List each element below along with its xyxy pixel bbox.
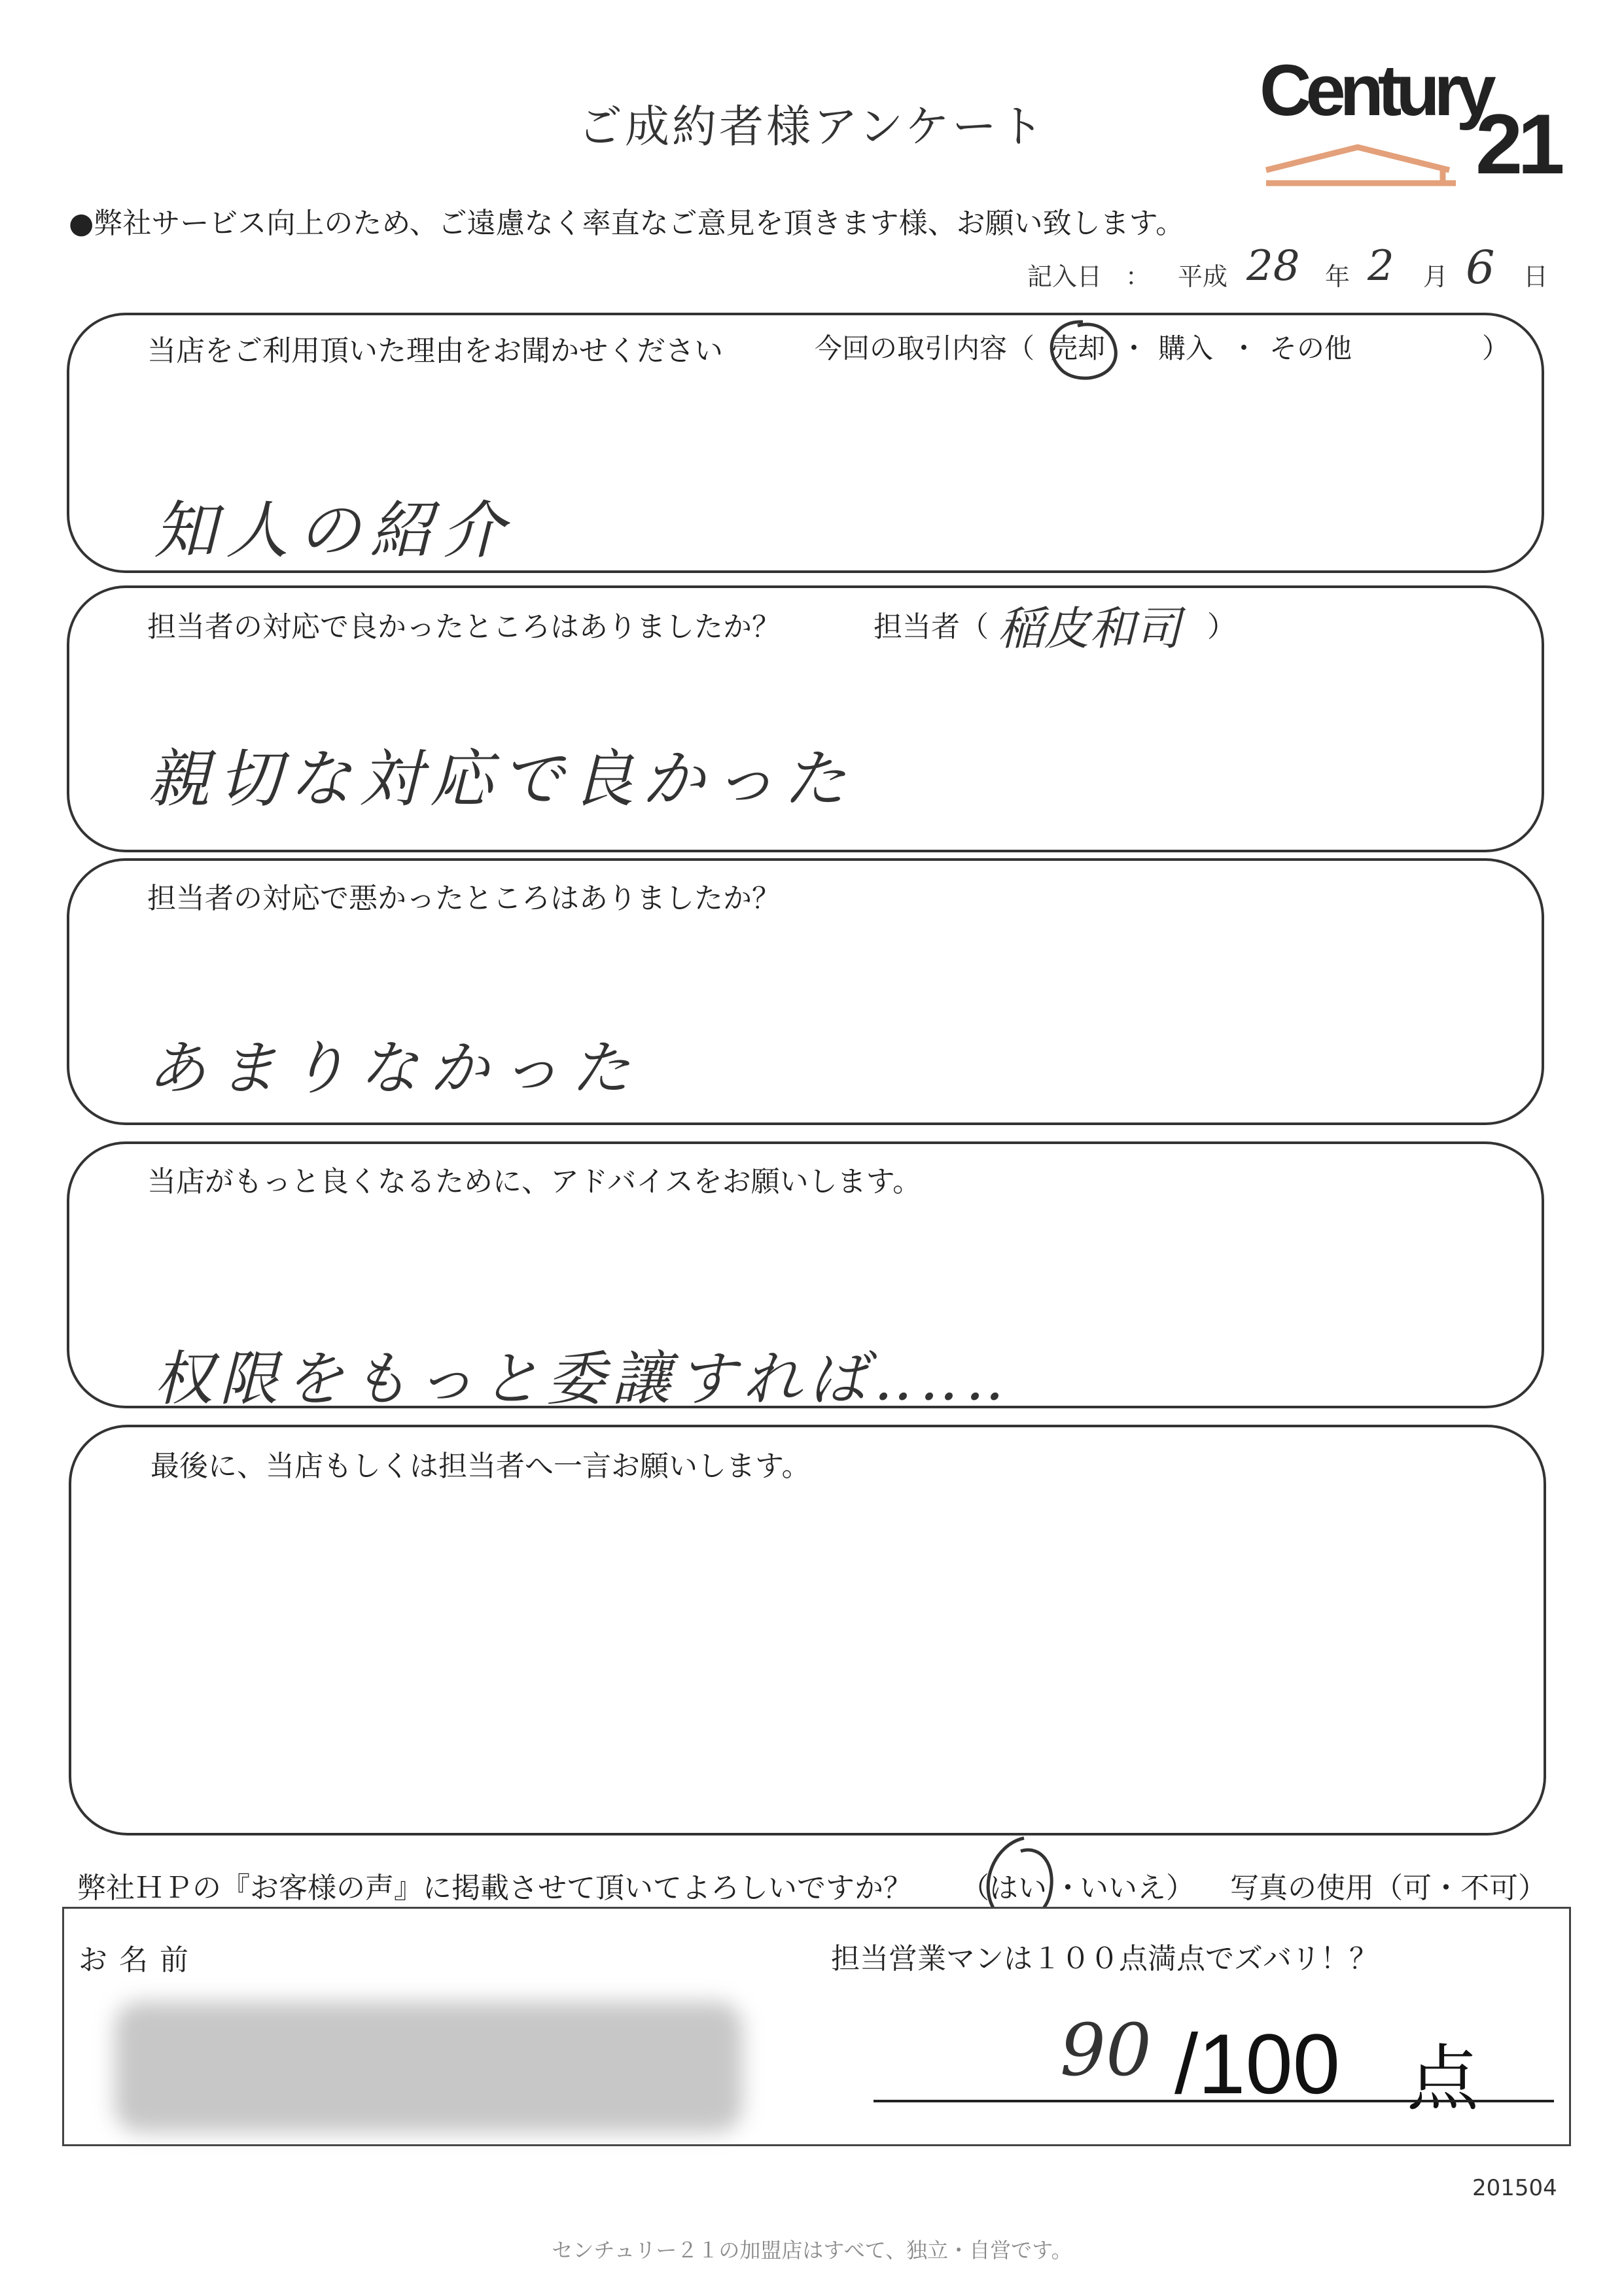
q2-staff-label: 担当者（	[874, 610, 989, 644]
q5-box	[69, 1425, 1546, 1835]
date-month-value: 2	[1368, 242, 1394, 290]
q1-option-sell: 売却	[1050, 332, 1106, 364]
q1-option-buy: 購入	[1158, 332, 1214, 364]
page-title: ご成約者様アンケート	[578, 101, 1046, 153]
logo-number: 21	[1475, 96, 1560, 192]
q2-question: 担当者の対応で良かったところはありましたか？	[147, 610, 781, 644]
q1-dot-2: ・	[1230, 332, 1258, 364]
date-colon: ：	[1125, 262, 1151, 291]
photo-use: 写真の使用（可・不可）	[1230, 1871, 1547, 1905]
q1-answer: 知人の紹介	[154, 494, 514, 567]
q1-close-paren: ）	[1482, 332, 1510, 364]
q1-option-other: その他	[1269, 332, 1352, 364]
century21-logo	[1260, 49, 1560, 192]
score-unit: 点	[1407, 2037, 1479, 2121]
entry-date-label: 記入日	[1027, 262, 1103, 291]
publish-question: 弊社ＨＰの『お客様の声』に掲載させて頂いてよろしいですか？	[77, 1871, 912, 1905]
score-value: 90	[1060, 2008, 1152, 2092]
publish-yes: （はい	[961, 1871, 1047, 1905]
logo-word: Century	[1260, 50, 1491, 131]
q4-question: 当店がもっと良くなるために、アドバイスをお願いします。	[147, 1165, 922, 1198]
q5-question: 最後に、当店もしくは担当者へ一言お願いします。	[150, 1450, 811, 1483]
publish-dot: ・	[1053, 1871, 1082, 1905]
name-label: お名前	[79, 1943, 200, 1977]
q2-staff-name: 稲皮和司	[998, 602, 1181, 655]
q1-transaction-label: 今回の取引内容（	[815, 332, 1035, 364]
q1-dot-1: ・	[1120, 332, 1148, 364]
q2-staff-close: ）	[1207, 610, 1236, 644]
publish-no: いいえ）	[1080, 1871, 1195, 1905]
form-code: 201504	[1472, 2175, 1557, 2201]
house-roof-icon	[1260, 134, 1495, 193]
score-question: 担当営業マンは１００点満点でズバリ！？	[831, 1942, 1378, 1975]
score-max: /100	[1174, 2016, 1341, 2112]
q3-question: 担当者の対応で悪かったところはありましたか？	[147, 882, 781, 915]
date-era: 平成	[1178, 262, 1228, 291]
redacted-name	[115, 2002, 743, 2132]
intro-text: ●弊社サービス向上のため、ご遠慮なく率直なご意見を頂きます様、お願い致します。	[69, 207, 1185, 240]
q2-answer: 親切な対応で良かった	[147, 742, 854, 816]
score-underline	[874, 2100, 1554, 2102]
date-day-value: 6	[1466, 241, 1495, 294]
circle-mark-icon	[1037, 314, 1129, 392]
q1-question: 当店をご利用頂いた理由をお聞かせください	[147, 334, 723, 368]
date-day-unit: 日	[1523, 262, 1549, 291]
date-month-unit: 月	[1423, 262, 1449, 291]
q4-answer: 权限をもっと委讓すれば‥‥‥	[154, 1345, 1012, 1414]
footer-note: センチュリー２１の加盟店はすべて、独立・自営です。	[552, 2238, 1072, 2263]
q3-answer: あまりなかった	[147, 1034, 642, 1103]
date-year-value: 28	[1246, 242, 1300, 290]
date-year-unit: 年	[1325, 262, 1350, 291]
